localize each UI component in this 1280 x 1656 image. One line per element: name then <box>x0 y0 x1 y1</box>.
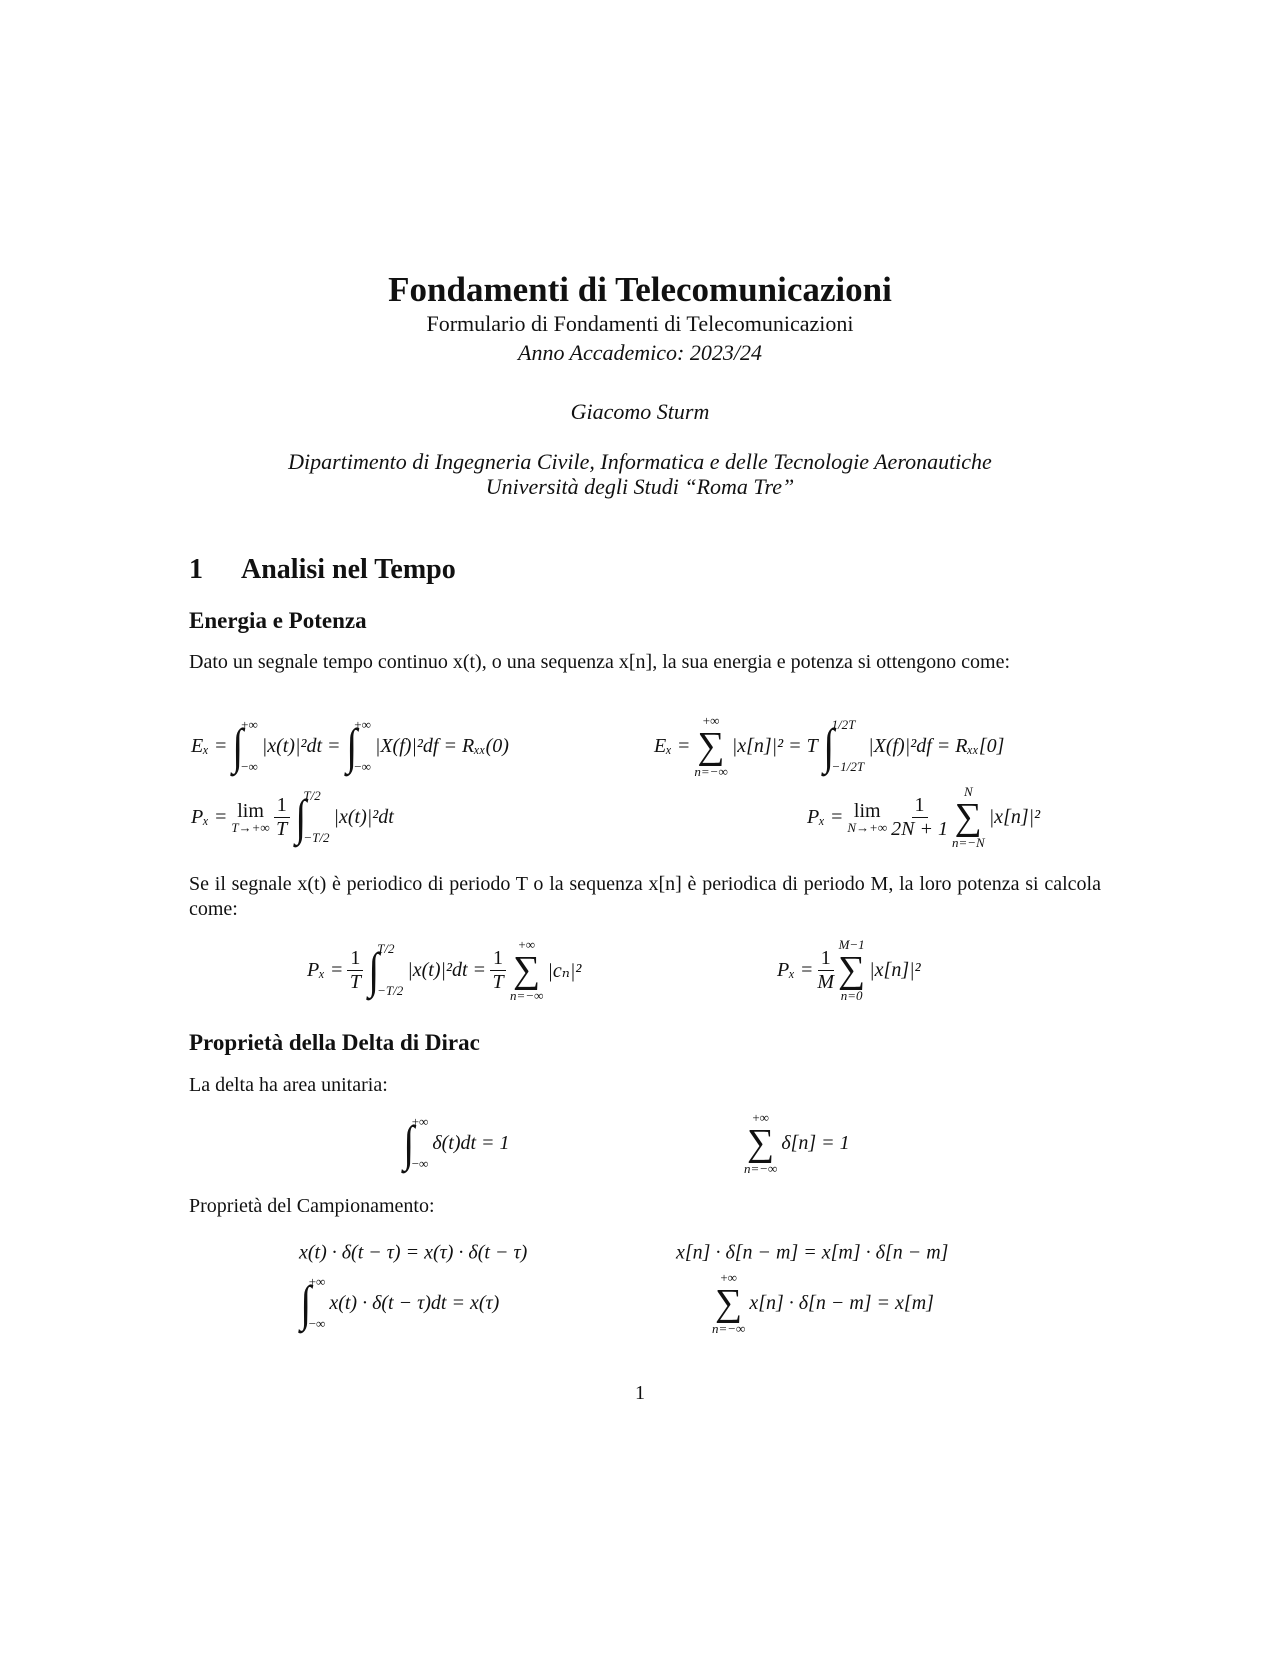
equation-sampling-discrete <box>674 1242 950 1265</box>
eq-text: |X(f)|²df = Rₓₓ[0] <box>868 734 1005 757</box>
summation: N ∑ n=−N <box>951 784 985 850</box>
section-title: Analisi nel Tempo <box>241 554 456 585</box>
section-heading <box>189 554 456 586</box>
eq-text: |x[n]|² <box>869 958 921 981</box>
paragraph: La delta ha area unitaria: <box>189 1074 388 1096</box>
department: Dipartimento di Ingegneria Civile, Informatica e delle Tecnologie Aeronautiche <box>288 449 992 474</box>
equation-power-continuous <box>189 788 396 846</box>
eq-text: Pₓ = <box>777 958 814 981</box>
document-title: Fondamenti di Telecomunicazioni <box>388 270 892 309</box>
eq-text: x(t) · δ(t − τ)dt = x(τ) <box>329 1291 500 1314</box>
limit: lim N→+∞ <box>847 799 888 835</box>
paragraph: Proprietà del Campionamento: <box>189 1195 435 1217</box>
page-number: 1 <box>635 1382 645 1404</box>
integral: ∫ T/2 −T/2 <box>295 788 330 845</box>
summation: +∞ ∑ n=−∞ <box>744 1110 778 1176</box>
paragraph: Se il segnale x(t) è periodico di periodo T o la sequenza x[n] è periodica di periodo M, la loro potenza si calcola come: <box>189 873 1101 920</box>
eq-text: |cₙ|² <box>547 959 582 982</box>
eq-text: δ[n] = 1 <box>781 1131 850 1154</box>
limit: lim T→+∞ <box>231 799 270 835</box>
eq-text: |x(t)|²dt = <box>261 734 341 757</box>
eq-text: |x[n]|² = T <box>731 734 818 757</box>
integral: ∫ +∞ −∞ <box>232 717 258 774</box>
fraction: $\frac{1}{T}$ <box>347 947 363 994</box>
subsection-energia: Energia e Potenza <box>189 608 367 633</box>
eq-text: Pₓ = <box>191 805 228 828</box>
university: Università degli Studi “Roma Tre” <box>485 474 795 499</box>
fraction: $\frac{1}{T}$ <box>274 794 290 841</box>
equation-delta-area-discrete <box>742 1111 852 1175</box>
equation-power-periodic-discrete <box>775 938 923 1002</box>
eq-text: |x(t)|²dt <box>333 805 394 828</box>
integral: ∫ 1/2T −1/2T <box>823 717 865 774</box>
equation-sampling-sum <box>710 1271 936 1335</box>
summation: +∞ ∑ n=−∞ <box>694 713 728 779</box>
equation-energy-discrete <box>652 714 1006 778</box>
integral: ∫ +∞ −∞ <box>345 717 371 774</box>
eq-text: x(t) · δ(t − τ) = x(τ) · δ(t − τ) <box>299 1241 528 1264</box>
eq-text: x[n] · δ[n − m] = x[m] <box>749 1291 934 1314</box>
fraction: $\frac{1}{M}$ <box>817 946 835 993</box>
subsection-delta: Proprietà della Delta di Dirac <box>189 1030 480 1055</box>
summation: +∞ ∑ n=−∞ <box>510 937 544 1003</box>
eq-text: Eₓ = <box>191 734 228 757</box>
eq-text: Pₓ = <box>807 805 844 828</box>
eq-text: |x(t)|²dt = <box>407 958 487 981</box>
equation-sampling-continuous <box>297 1242 529 1265</box>
integral: ∫ +∞ −∞ <box>300 1274 326 1331</box>
eq-text: |x[n]|² <box>988 805 1041 828</box>
eq-text: δ(t)dt = 1 <box>432 1131 510 1154</box>
eq-text: Pₓ = <box>307 958 344 981</box>
fraction: $\frac{1}{T}$ <box>490 947 506 994</box>
author: Giacomo Sturm <box>570 399 710 424</box>
fraction: $\frac{1}{2N + 1}$ <box>891 793 948 840</box>
integral: ∫ T/2 −T/2 <box>368 941 404 998</box>
eq-text: Eₓ = <box>654 734 691 757</box>
equation-power-periodic-continuous <box>305 938 583 1002</box>
summation: M−1 ∑ n=0 <box>838 937 866 1003</box>
equation-delta-area-continuous <box>400 1114 512 1172</box>
document-subtitle: Formulario di Fondamenti di Telecomunicazioni <box>426 311 854 336</box>
eq-text: |X(f)|²df = Rₓₓ(0) <box>374 734 509 757</box>
eq-text: x[n] · δ[n − m] = x[m] · δ[n − m] <box>676 1241 949 1264</box>
paragraph: Dato un segnale tempo continuo x(t), o una sequenza x[n], la sua energia e potenza si ottengono come: <box>189 651 1011 673</box>
academic-year: Anno Accademico: 2023/24 <box>518 340 762 365</box>
equation-sampling-integral <box>297 1274 501 1332</box>
equation-energy-continuous <box>189 717 511 775</box>
section-number: 1 <box>189 554 203 585</box>
summation: +∞ ∑ n=−∞ <box>712 1270 746 1336</box>
integral: ∫ +∞ −∞ <box>403 1114 429 1171</box>
equation-power-discrete <box>805 785 1042 849</box>
